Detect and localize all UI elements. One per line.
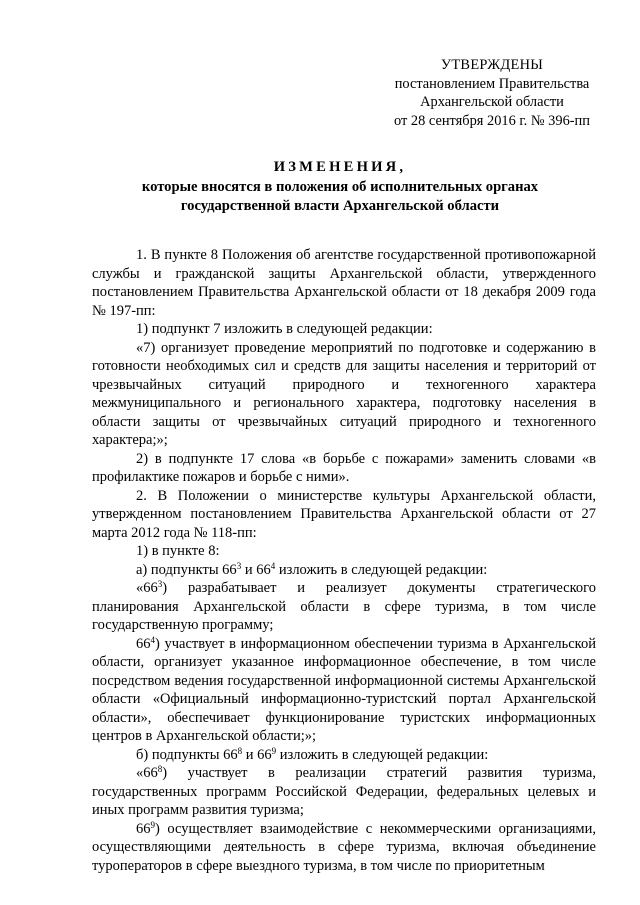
paragraph-12	[92, 820, 596, 876]
paragraph-9-text-b: ) участвует в информационном обеспечении туризма в Архангельской области, организует указанное информационное обеспечение, в том числе посредством ведения государственной информационной системы Архангельской области «Официальный информационно-туристский портал Архангельской области», обеспечивает функционирование туристских информационных центров в Архангельской области;»;	[92, 635, 596, 744]
paragraph-1: 1. В пункте 8 Положения об агентстве государственной противопожарной службы и гражданской защиты Архангельской области, утвержденного постановлением Правительства Архангельской области от 18 декабря 2009 года № 197-пп:	[92, 247, 596, 319]
paragraph-11	[92, 764, 596, 820]
paragraph-12-sup: 9	[150, 819, 155, 830]
paragraph-11-sup: 8	[157, 764, 163, 774]
paragraph-7-text-b: и 66	[241, 561, 271, 578]
paragraph-8-text-b: ) разрабатывает и реализует документы стратегического планирования Архангельской области в сфере туризма, в том числе государственную программу;	[92, 580, 596, 633]
document-body	[92, 235, 596, 875]
document-title: ИЗМЕНЕНИЯ,	[273, 159, 407, 175]
approval-stamp	[372, 56, 612, 130]
paragraph-2: 1) подпункт 7 изложить в следующей редакции:	[136, 321, 433, 337]
paragraph-6: 1) в пункте 8:	[136, 543, 220, 559]
approval-line-3: от 28 сентября 2016 г. № 396-пп	[394, 112, 590, 129]
paragraph-10-text-a: б) подпункты 66	[136, 746, 238, 763]
paragraph-10	[92, 746, 596, 765]
paragraph-12-text-b: ) осуществляет взаимодействие с некоммерческими организациями, осуществляющими деятельность в сфере туризма, включая объединение туроператоров в сфере выездного туризма, в том числе по приоритетным	[92, 820, 596, 874]
paragraph-7-sup-2: 4	[270, 560, 276, 571]
paragraph-10-text-b: и 66	[242, 746, 272, 763]
paragraph-5: 2. В Положении о министерстве культуры Архангельской области, утвержденном постановлением Правительства Архангельской области от 27 марта 2012 года № 118-пп:	[92, 487, 596, 541]
paragraph-9-sup: 4	[150, 634, 155, 645]
approval-line-2: Архангельской области	[420, 94, 564, 110]
paragraph-7-text-c: изложить в следующей редакции:	[275, 561, 488, 578]
paragraph-7-text-a: а) подпункты 66	[136, 561, 237, 578]
paragraph-7-sup-1: 3	[236, 560, 242, 571]
paragraph-4: 2) в подпункте 17 слова «в борьбе с пожарами» заменить словами «в профилактике пожаров и борьбе с ними».	[92, 450, 596, 485]
paragraph-11-text-b: ) участвует в реализации стратегий развития туризма, государственных программ Российской Федерации, федеральных целевых и иных программ развития туризма;	[92, 765, 596, 818]
paragraph-10-text-c: изложить в следующей редакции:	[276, 746, 489, 763]
paragraph-10-sup-1: 8	[237, 745, 243, 756]
paragraph-12-text-a: 66	[136, 820, 151, 837]
document-subtitle-line-2: государственной власти Архангельской области	[180, 198, 500, 214]
paragraph-8	[92, 579, 596, 635]
approval-heading: УТВЕРЖДЕНЫ	[440, 57, 544, 73]
paragraph-8-sup: 3	[157, 579, 163, 589]
paragraph-10-sup-2: 9	[271, 745, 277, 756]
paragraph-8-text-a: «66	[136, 580, 158, 596]
paragraph-7	[92, 561, 596, 580]
paragraph-11-text-a: «66	[136, 765, 158, 781]
document-subtitle-line-1: которые вносятся в положения об исполнительных органах	[141, 179, 539, 195]
paragraph-9-text-a: 66	[136, 635, 151, 652]
document-title-block	[92, 158, 588, 216]
paragraph-9	[92, 635, 596, 746]
paragraph-3: «7) организует проведение мероприятий по подготовке и содержанию в готовности необходимых сил и средств для защиты населения и территорий от чрезвычайных ситуаций природного и техногенного характера межмуниципального и регионального характера, подготовку населения в области защиты от чрезвычайных ситуаций природного и техногенного характера;»;	[92, 339, 596, 448]
approval-line-1: постановлением Правительства	[394, 75, 590, 92]
